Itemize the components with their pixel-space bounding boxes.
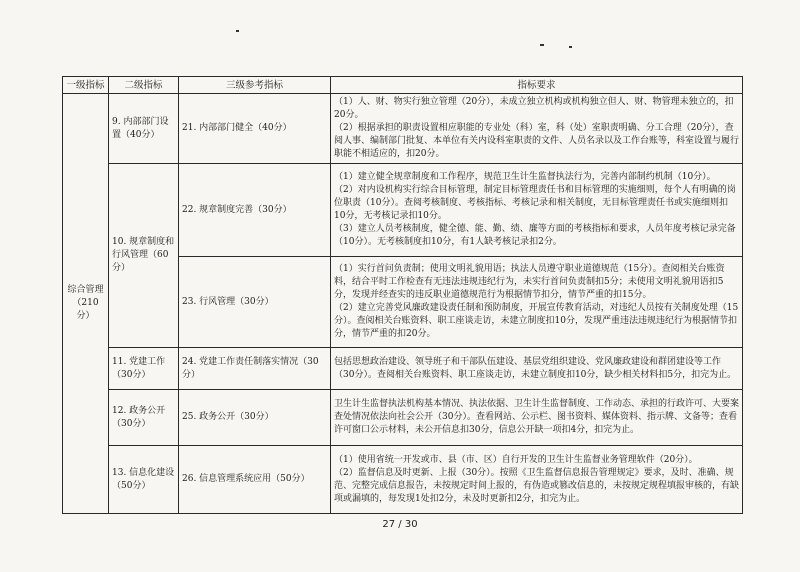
level2-cell: 13. 信息化建设（50分） <box>109 446 179 514</box>
requirements-cell <box>331 390 743 446</box>
indicator-table <box>62 76 743 514</box>
level1-cell: 综合管理（210分） <box>63 94 109 514</box>
scan-speck <box>540 44 544 46</box>
header-level1: 一级指标 <box>63 77 109 94</box>
requirement-text: （1）人、财、物实行独立管理（20分），未成立独立机构或机构独立但人、财、物管理未独立的，扣20分。 <box>334 97 734 120</box>
requirements-cell <box>331 348 743 390</box>
requirement-text: （1）建立健全规章制度和工作程序，规范卫生计生监督执法行为，完善内部制约机制（10分）。 <box>334 172 716 182</box>
table-row <box>63 94 743 164</box>
requirements-cell <box>331 257 743 348</box>
level3-cell: 21. 内部部门健全（40分） <box>179 94 331 164</box>
scan-speck <box>569 46 572 48</box>
level3-cell: 26. 信息管理系统应用（50分） <box>179 446 331 514</box>
requirement-text: （2）监督信息及时更新、上报（30分）。按照《卫生监督信息报告管理规定》要求，及时、准确、规范、完整完成信息报告，未按规定时间上报的，有伪造或篡改信息的，未按规定规程填报审核的，有缺项或漏填的，每发现1处扣2分，未及时更新扣2分，扣完为止。 <box>334 467 740 504</box>
requirements-cell <box>331 94 743 164</box>
requirements-cell <box>331 446 743 514</box>
header-requirements: 指标要求 <box>331 77 743 94</box>
scan-speck <box>236 30 239 32</box>
requirements-cell <box>331 164 743 257</box>
table-row <box>63 348 743 390</box>
level2-cell: 10. 规章制度和行风管理（60分） <box>109 164 179 348</box>
requirement-text: （1）实行首问负责制；使用文明礼貌用语；执法人员遵守职业道德规范（15分）。查阅相关台账资料，结合平时工作检查有无违法违规违纪行为，未实行首问负责制扣5分；未使用文明礼貌用语扣5分，发现并经查实的违反职业道德规范行为根据情节扣分，情节严重的扣15分。 <box>334 264 725 300</box>
table-row <box>63 446 743 514</box>
level3-cell: 23. 行风管理（30分） <box>179 257 331 348</box>
page-number: 27 / 30 <box>382 519 418 530</box>
table-row <box>63 164 743 257</box>
requirement-text: 包括思想政治建设、领导班子和干部队伍建设、基层党组织建设、党风廉政建设和群团建设等工作（30分）。查阅相关台账资料、职工座谈走访，未建立制度扣10分，缺少相关材料扣5分，扣完为止。 <box>334 356 737 380</box>
requirement-text: （1）使用省统一开发或市、县（市、区）自行开发的卫生计生监督业务管理软件（20分）。 <box>334 454 698 465</box>
level3-cell: 25. 政务公开（30分） <box>179 390 331 446</box>
level3-cell: 24. 党建工作责任制落实情况（30分） <box>179 348 331 390</box>
header-level3: 三级参考指标 <box>179 77 331 94</box>
requirement-text: （2）建立完善党风廉政建设责任制和预防制度，开展宣传教育活动，对违纪人员按有关制度处理（15分）。查阅相关台账资料、职工座谈走访，未建立制度扣10分，发现严重违法违规违纪行为根据情节扣分，情节严重的扣20分。 <box>334 303 739 339</box>
table-header-row <box>63 77 743 94</box>
level2-cell: 11. 党建工作（30分） <box>109 348 179 390</box>
requirement-text: 卫生计生监督执法机构基本情况、执法依据、卫生计生监督制度、工作动态、承担的行政许可、大要案查处情况依法向社会公开（30分）。查看网站、公示栏、图书资料、媒体资料、指示牌、文备等；查看许可窗口公示材料，未公开信息扣30分，信息公开缺一项扣4分，扣完为止。 <box>334 399 740 435</box>
requirement-text: （3）建立人员考核制度，健全德、能、勤、绩、廉等方面的考核指标和要求，人员年度考核记录完备（10分）。无考核制度扣10分，有1人缺考核记录扣2分。 <box>334 224 736 247</box>
level2-cell: 12. 政务公开（30分） <box>109 390 179 446</box>
requirement-text: （2）对内设机构实行综合目标管理，制定目标管理责任书和目标管理的实施细则，每个人有明确的岗位职责（10分）。查阅考核制度、考核指标、考核记录和相关制度，无目标管理责任书或实施细则扣10分，无考核记录扣10分。 <box>334 185 736 221</box>
table-row <box>63 390 743 446</box>
level2-cell: 9. 内部部门设置（40分） <box>109 94 179 164</box>
level3-cell: 22. 规章制度完善（30分） <box>179 164 331 257</box>
requirement-text: （2）根据承担的职责设置相应职能的专业处（科）室，科（处）室职责明确、分工合理（20分），查阅人事、编制部门批复、本单位有关内设科室职责的文件、人员名录以及工作台账等，科室设置与履行职能不相适应的，扣20分。 <box>334 123 740 159</box>
header-level2: 二级指标 <box>109 77 179 94</box>
